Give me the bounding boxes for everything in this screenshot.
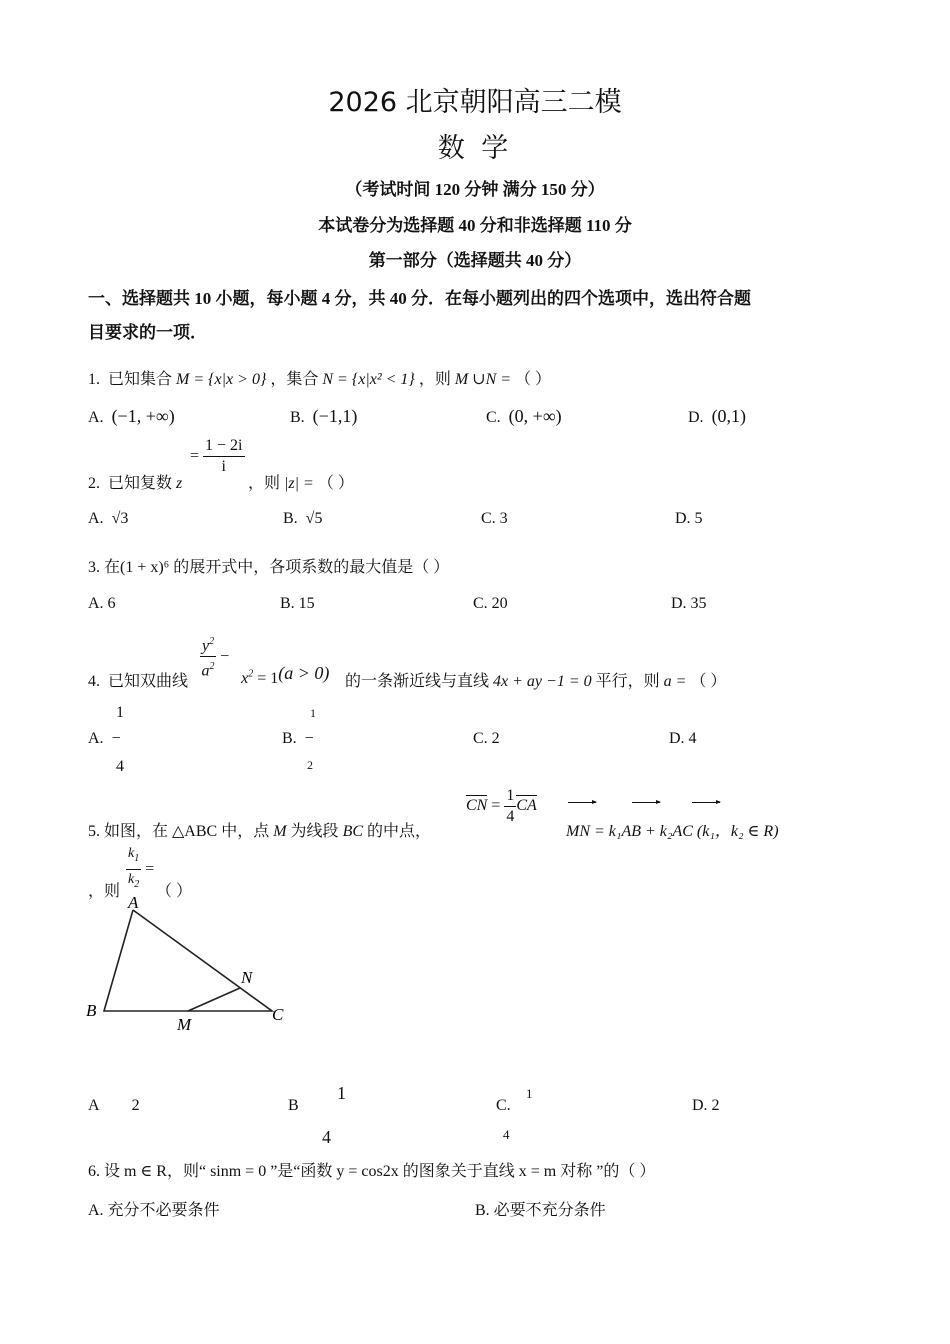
q5-stem-a: 如图，在 △ABC 中，点: [104, 823, 270, 840]
question-3: [88, 554, 449, 577]
q4-option-d[interactable]: D. 4: [669, 730, 697, 747]
q5-option-a-text: 2: [131, 1097, 140, 1114]
question-4: [88, 668, 188, 691]
q5-option-c-numerator: 1: [526, 1086, 533, 1101]
q1-option-b-text: (−1,1): [312, 406, 358, 426]
q6-stem: 设 m ∈ R，则“ sinm = 0 ”是“函数 y = cos2x 的图象关于直线 x = m 对称 ”的（ ）: [104, 1163, 656, 1180]
q2-option-a[interactable]: [88, 510, 128, 528]
q2-option-b-label: B.: [283, 510, 298, 527]
triangle-figure: [80, 888, 310, 1038]
q4-expr: a =: [663, 673, 687, 690]
q4-tail: [345, 668, 726, 691]
triangle-abc: [104, 910, 272, 1011]
q1-option-a-label: A.: [88, 409, 104, 426]
vector-arrow-icon: [632, 802, 660, 803]
q1-set-n: N = {x|x² < 1}: [322, 371, 415, 388]
q1-option-d-label: D.: [688, 409, 704, 426]
q2-option-c[interactable]: C. 3: [481, 510, 508, 527]
q4-line: 4x + ay −1 = 0: [493, 673, 592, 690]
q5-expr: MN = k₁AB + k₂AC (k₁，k₂ ∈ R): [566, 823, 779, 840]
q5-var-m: M: [273, 823, 287, 840]
section-instructions-line2: 目要求的一项．: [88, 323, 207, 342]
q2-denominator: i: [221, 458, 226, 475]
q1-option-c[interactable]: [486, 406, 562, 427]
subject-title: 数 学: [437, 133, 513, 164]
q5-var-bc: BC: [342, 823, 364, 840]
q1-stem-b: ，集合: [270, 371, 319, 388]
q1-option-a-text: (−1, +∞): [111, 406, 175, 426]
q1-option-b[interactable]: [290, 406, 357, 427]
q4-stem-b: 的一条渐近线与直线: [345, 673, 490, 690]
question-2: [88, 470, 182, 493]
q5-option-a[interactable]: [88, 1097, 140, 1115]
q5-stem-b: 为线段: [290, 823, 339, 840]
q5-stem-d: ，则: [88, 883, 121, 900]
q3-stem: 在(1 + x)⁶ 的展开式中，各项系数的最大值是（ ）: [104, 559, 450, 576]
q2-var: z: [176, 475, 183, 492]
q1-option-d-text: (0,1): [711, 406, 747, 426]
q4-stem-a: 已知双曲线: [108, 673, 189, 690]
q4-option-b-label: B.: [282, 730, 297, 747]
q2-expr: |z| =: [284, 475, 314, 492]
q2-stem-b: ，则: [248, 475, 281, 492]
q2-number: 2.: [88, 475, 100, 492]
q2-option-b[interactable]: [283, 510, 322, 528]
q2-option-b-text: √5: [305, 510, 323, 527]
q4-number: 4.: [88, 673, 100, 690]
exam-info: （考试时间 120 分钟 满分 150 分）: [345, 180, 605, 199]
q2-option-a-label: A.: [88, 510, 104, 527]
q4-option-b[interactable]: B. −: [282, 730, 314, 747]
q4-option-a-numerator: 1: [116, 704, 124, 721]
q2-stem-a: 已知复数: [108, 475, 173, 492]
segment-mn: [188, 988, 240, 1011]
q2-tail: [248, 470, 354, 493]
q6-option-b[interactable]: B. 必要不充分条件: [475, 1202, 606, 1219]
q1-option-c-text: (0, +∞): [508, 406, 562, 426]
q5-option-c[interactable]: C.: [496, 1097, 511, 1114]
q1-stem-c: ，则: [418, 371, 451, 388]
q1-set-m: M = {x|x > 0}: [176, 371, 267, 388]
q5-cn-relation: CN = $\frac{1}{4}$ CA: [466, 787, 537, 825]
q4-paren: （ ）: [690, 673, 727, 690]
q4-hyperbola: $\frac{y^2}{a^2}$ − $x^2 = 1(a > 0)$: [200, 632, 329, 682]
q3-option-b[interactable]: B. 15: [280, 595, 315, 612]
q1-option-b-label: B.: [290, 409, 305, 426]
q4-option-a-label: A.: [88, 730, 104, 747]
q5-option-b-numerator: 1: [337, 1083, 346, 1103]
q3-option-d[interactable]: D. 35: [671, 595, 707, 612]
q1-expr: M ∪N =: [454, 371, 512, 388]
q4-stem-c: 平行，则: [595, 673, 660, 690]
q2-option-a-text: √3: [111, 510, 129, 527]
q3-option-c[interactable]: C. 20: [473, 595, 508, 612]
q4-option-a-denominator: 4: [116, 758, 124, 775]
label-m: M: [177, 1015, 192, 1034]
label-b: B: [86, 1001, 97, 1020]
section-instructions-line1: 一、选择题共 10 小题，每小题 4 分，共 40 分．在每小题列出的四个选项中，选出符合题: [88, 289, 751, 308]
q6-number: 6.: [88, 1163, 100, 1180]
q5-option-b[interactable]: B: [288, 1097, 299, 1114]
q3-option-a[interactable]: A. 6: [88, 595, 116, 612]
q5-ratio: $\frac{k_1}{k_2}$ =: [128, 846, 155, 890]
q5-option-c-denominator: 4: [503, 1127, 510, 1142]
part-heading: 第一部分（选择题共 40 分）: [368, 251, 582, 270]
q2-paren: （ ）: [317, 475, 354, 492]
q5-option-b-denominator: 4: [322, 1127, 331, 1147]
q1-stem-a: 已知集合: [108, 371, 173, 388]
paper-structure: 本试卷分为选择题 40 分和非选择题 110 分: [318, 216, 632, 235]
q4-option-b-denominator: 2: [307, 758, 313, 772]
q3-number: 3.: [88, 559, 100, 576]
vector-arrow-icon: [568, 802, 596, 803]
q1-paren: （ ）: [515, 371, 552, 388]
q5-option-d[interactable]: D. 2: [692, 1097, 720, 1114]
label-c: C: [272, 1005, 284, 1024]
question-1: [88, 366, 551, 389]
q2-option-d[interactable]: D. 5: [675, 510, 703, 527]
q4-option-c[interactable]: C. 2: [473, 730, 500, 747]
exam-title: 2026 北京朝阳高三二模: [328, 87, 622, 118]
q1-option-a[interactable]: [88, 406, 175, 427]
question-6: [88, 1158, 655, 1181]
label-n: N: [241, 968, 253, 987]
q5-paren: （ ）: [156, 883, 193, 900]
q5-number: 5.: [88, 823, 100, 840]
q5-option-a-label: A: [88, 1097, 100, 1114]
q1-option-d[interactable]: [688, 406, 746, 427]
q4-option-b-numerator: 1: [310, 706, 316, 720]
q6-option-a[interactable]: A. 充分不必要条件: [88, 1202, 220, 1219]
q2-numerator: 1 − 2i: [203, 436, 244, 457]
vector-arrow-icon: [692, 802, 720, 803]
q5-stem-c: 的中点，: [367, 823, 432, 840]
question-5: [88, 818, 431, 841]
q1-option-c-label: C.: [486, 409, 501, 426]
q1-number: 1.: [88, 371, 100, 388]
label-a: A: [128, 893, 139, 912]
q2-fraction: = $\frac{1 - 2i}{i}$: [190, 437, 243, 475]
q4-option-a[interactable]: A. −: [88, 730, 121, 747]
